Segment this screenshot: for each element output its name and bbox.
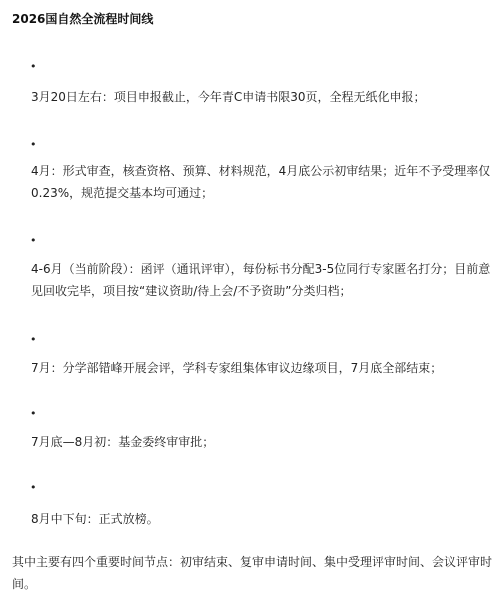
timeline-item-march: 3月20日左右：项目申报截止，今年青C申请书限30页，全程无纸化申报； [31,90,426,104]
bullet-icon: • [30,407,37,420]
bullet-icon: • [30,234,37,247]
timeline-item-april: 4月：形式审查，核查资格、预算、材料规范，4月底公示初审结果；近年不予受理率仅0.23%，规范提交基本均可通过； [31,164,491,200]
timeline-item-april-june: 4-6月（当前阶段）：函评（通讯评审），每份标书分配3-5位同行专家匿名打分；目前意见回收完毕，项目按“建议资助/待上会/不予资助”分类归档； [31,262,491,298]
document-title: 2026国自然全流程时间线 [12,12,154,26]
bullet-icon: • [30,60,37,73]
bullet-icon: • [30,481,37,494]
timeline-item-august: 8月中下旬：正式放榜。 [31,512,159,526]
bullet-icon: • [30,333,37,346]
summary-paragraph: 其中主要有四个重要时间节点：初审结束、复审申请时间、集中受理评审时间、会议评审时间。 [12,555,493,591]
bullet-icon: • [30,138,37,151]
timeline-item-july: 7月：分学部错峰开展会评，学科专家组集体审议边缘项目，7月底全部结束； [31,361,443,375]
timeline-item-late-july: 7月底—8月初：基金委终审审批； [31,435,215,449]
